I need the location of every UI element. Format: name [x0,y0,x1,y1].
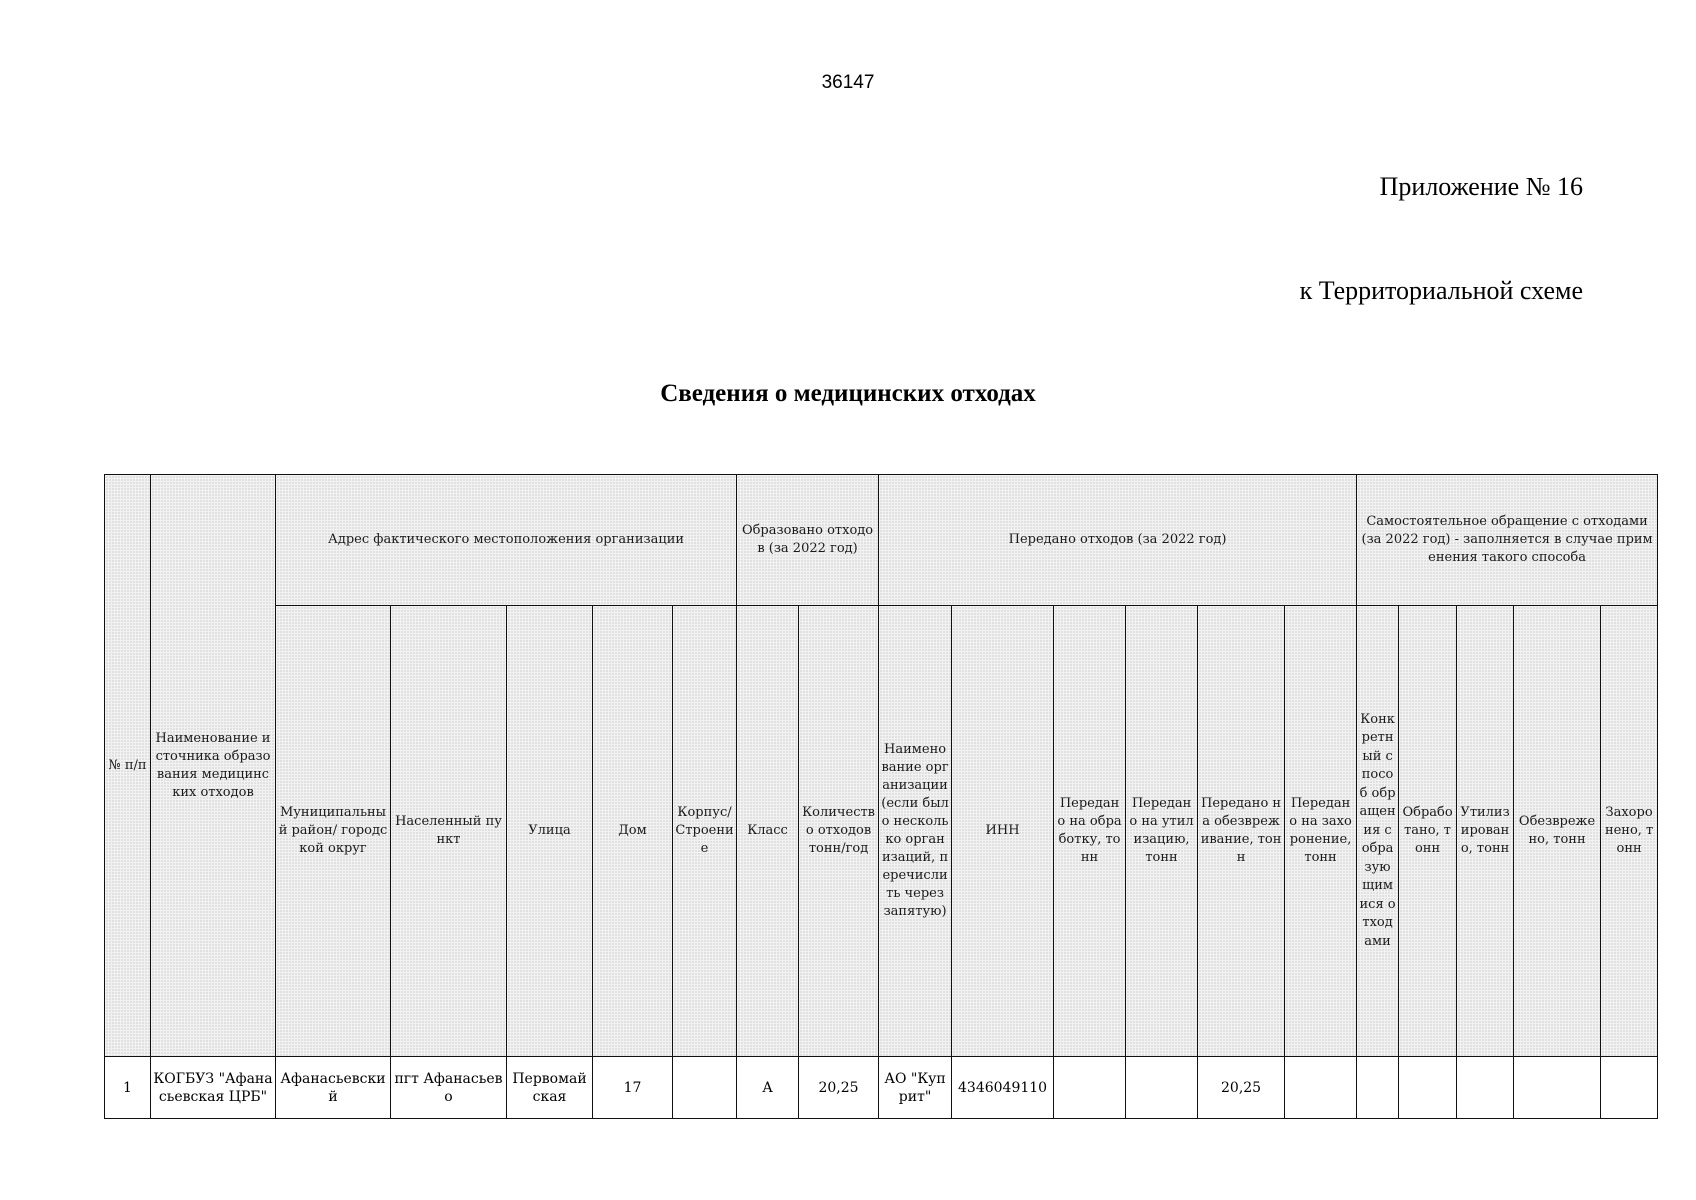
header-neutralized: Обезврежено, тонн [1514,606,1601,1057]
table-row [105,1057,1658,1119]
cell-transferred-neutralization: 20,25 [1198,1057,1285,1119]
header-quantity: Количество отходов тонн/год [799,606,879,1057]
cell-settlement: пгт Афанасьево [391,1057,507,1119]
cell-inn: 4346049110 [952,1057,1054,1119]
cell-street: Первомайская [507,1057,593,1119]
header-inn: ИНН [952,606,1054,1057]
header-source-name: Наименование источника образования медицинских отходов [151,475,276,1057]
cell-quantity: 20,25 [799,1057,879,1119]
cell-municipal-district: Афанасьевский [276,1057,391,1119]
document-title: Сведения о медицинских отходах [660,380,1036,407]
header-municipal-district: Муниципальный район/ городской округ [276,606,391,1057]
header-transferred-neutralization: Передано на обезвреживание, тонн [1198,606,1285,1057]
cell-organization-name: АО "Куприт" [879,1057,952,1119]
header-processed: Обработано, тонн [1399,606,1457,1057]
medical-waste-table [104,474,1658,1119]
cell-neutralized [1514,1057,1601,1119]
cell-buried [1601,1057,1658,1119]
header-street: Улица [507,606,593,1057]
cell-processed [1399,1057,1457,1119]
header-buried: Захоронено, тонн [1601,606,1658,1057]
cell-transferred-utilization [1126,1057,1198,1119]
header-self-handling-group: Самостоятельное обращение с отходами (за 2022 год) - заполняется в случае применения такого способа [1357,475,1658,606]
header-settlement: Населенный пункт [391,606,507,1057]
header-class: Класс [737,606,799,1057]
header-utilized: Утилизировано, тонн [1457,606,1514,1057]
page-number: 36147 [821,72,875,93]
cell-number: 1 [105,1057,151,1119]
cell-transferred-burial [1285,1057,1357,1119]
header-transferred-burial: Передано на захоронение, тонн [1285,606,1357,1057]
appendix-reference: к Территориальной схеме [1299,276,1583,305]
header-transferred-group: Передано отходов (за 2022 год) [879,475,1357,606]
cell-class: А [737,1057,799,1119]
cell-building [673,1057,737,1119]
header-transferred-processing: Передано на обработку, тонн [1054,606,1126,1057]
header-transferred-utilization: Передано на утилизацию, тонн [1126,606,1198,1057]
cell-utilized [1457,1057,1514,1119]
header-generated-group: Образовано отходов (за 2022 год) [737,475,879,606]
cell-house: 17 [593,1057,673,1119]
header-building: Корпус/ Строение [673,606,737,1057]
cell-specific-method [1357,1057,1399,1119]
header-number: № п/п [105,475,151,1057]
appendix-number: Приложение № 16 [1379,172,1583,201]
header-house: Дом [593,606,673,1057]
header-address-group: Адрес фактического местоположения организации [276,475,737,606]
header-specific-method: Конкретный способ обращения с образующимися отходами [1357,606,1399,1057]
header-organization-name: Наименование организации (если было несколько организаций, перечислить через запятую) [879,606,952,1057]
cell-transferred-processing [1054,1057,1126,1119]
cell-source-name: КОГБУЗ "Афанасьевская ЦРБ" [151,1057,276,1119]
